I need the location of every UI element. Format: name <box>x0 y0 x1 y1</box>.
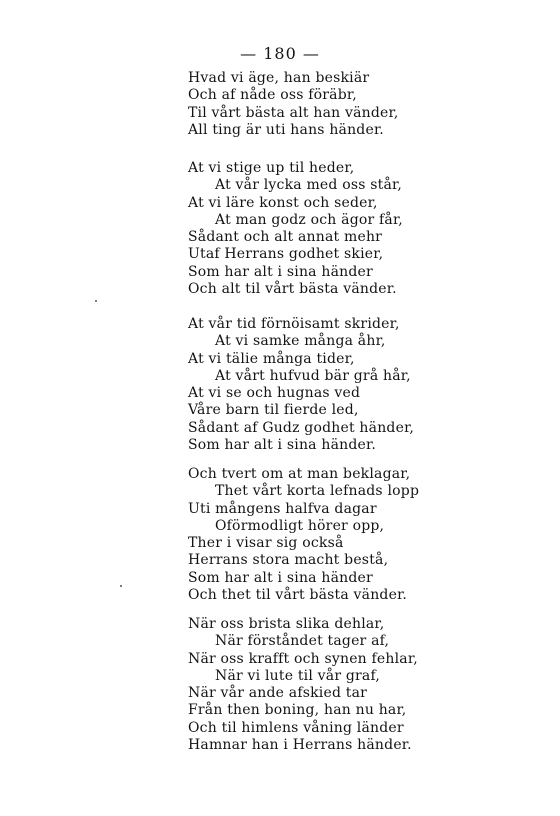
poem-line: När vår ande afskied tar <box>188 685 368 702</box>
poem-line: När vi lute til vår graf, <box>215 667 380 684</box>
poem-line: Och af nåde oss föräbr, <box>188 87 357 104</box>
poem-line: At vi läre konst och seder, <box>188 194 378 211</box>
poem-line: Til vårt bästa alt han vänder, <box>188 104 399 121</box>
poem-line: Oförmodligt hörer opp, <box>215 517 385 534</box>
poem-line: Sådant af Gudz godhet händer, <box>188 419 415 436</box>
poem-line: Som har alt i sina händer <box>188 569 373 586</box>
poem-line: Och tvert om at man beklagar, <box>188 466 411 482</box>
poem-line: Herrans stora macht bestå, <box>188 552 389 569</box>
poem-line: Som har alt i sina händer <box>188 263 373 280</box>
poem-line: Våre barn til fierde led, <box>188 402 359 419</box>
poem-line: Som har alt i sina händer. <box>188 437 376 454</box>
poem-line: Utaf Herrans godhet skier, <box>188 246 384 263</box>
poem-line: At vi se och hugnas ved <box>188 385 361 402</box>
poem-line: At vi samke många åhr, <box>215 333 386 350</box>
poem-line: At vi tälie många tider, <box>188 350 355 367</box>
poem-line: At man godz och ägor får, <box>215 211 403 228</box>
poem-line: Thet vårt korta lefnads lopp <box>215 483 420 500</box>
poem-line: At vi stige up til heder, <box>188 160 355 176</box>
poem-line: At vår lycka med oss står, <box>215 177 403 194</box>
poem-line: Sådant och alt annat mehr <box>188 229 383 246</box>
paper-speck <box>120 585 122 587</box>
page-number: — 180 — <box>240 44 320 63</box>
poem-stanza <box>188 70 399 139</box>
poem-line: När oss krafft och synen fehlar, <box>188 650 418 667</box>
poem-line: Hamnar han i Herrans händer. <box>188 737 412 754</box>
poem-stanza <box>188 466 419 604</box>
poem-line: När oss brista slika dehlar, <box>188 616 385 632</box>
paper-speck <box>95 300 97 302</box>
poem-line: Från then boning, han nu har, <box>188 702 407 719</box>
poem-line: At vårt hufvud bär grå hår, <box>215 367 411 384</box>
poem-line: Hvad vi äge, han beskiär <box>188 70 370 86</box>
poem-line: Och alt til vårt bästa vänder. <box>188 281 397 298</box>
poem-stanza <box>188 160 403 298</box>
poem-line: Uti mångens halfva dagar <box>188 500 377 517</box>
poem-line: Och til himlens våning länder <box>188 719 404 736</box>
poem-stanza <box>188 616 418 754</box>
poem-line: Ther i visar sig också <box>188 535 344 552</box>
poem-stanza <box>188 316 414 454</box>
poem-line: At vår tid förnöisamt skrider, <box>188 316 400 332</box>
poem-line: All ting är uti hans händer. <box>188 121 384 138</box>
poem-line: Och thet til vårt bästa vänder. <box>188 587 408 604</box>
poem-line: När förståndet tager af, <box>215 633 390 650</box>
